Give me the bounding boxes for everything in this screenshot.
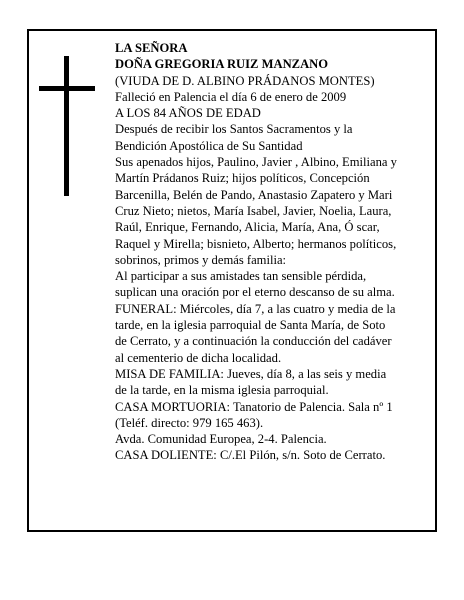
request-line: suplican una oración por el eterno descanso de su alma.: [115, 285, 395, 300]
family-line: Barcenilla, Belén de Pando, Anastasio Zapatero y Mari: [115, 187, 393, 202]
mortuary-line: CASA MORTUORIA: Tanatorio de Palencia. Sala nº 1: [115, 399, 393, 414]
deceased-name: DOÑA GREGORIA RUIZ MANZANO: [115, 57, 329, 72]
age-line: A LOS 84 AÑOS DE EDAD: [115, 106, 261, 121]
sacraments-line: Bendición Apostólica de Su Santidad: [115, 138, 303, 153]
cross-vertical-bar: [64, 56, 69, 196]
family-line: Sus apenados hijos, Paulino, Javier , Albino, Emiliana y: [115, 155, 397, 170]
family-line: sobrinos, primos y demás familia:: [115, 252, 287, 267]
mortuary-line: (Teléf. directo: 979 165 463).: [115, 415, 264, 430]
title-line: LA SEÑORA: [115, 41, 188, 55]
request-line: Al participar a sus amistades tan sensible pérdida,: [115, 269, 367, 284]
widow-line: (VIUDA DE D. ALBINO PRÁDANOS MONTES): [115, 73, 375, 88]
mortuary-line: Avda. Comunidad Europea, 2-4. Palencia.: [115, 432, 327, 447]
family-paragraph: [115, 154, 425, 268]
mortuary-paragraph: [115, 399, 425, 448]
mourning-house-line: CASA DOLIENTE: C/.El Pilón, s/n. Soto de Cerrato.: [115, 448, 386, 463]
header-block: [115, 40, 425, 121]
funeral-paragraph: [115, 301, 425, 366]
family-line: Raquel y Mirella; bisnieto, Alberto; hermanos políticos,: [115, 236, 397, 251]
funeral-line: tarde, en la iglesia parroquial de Santa María, de Soto: [115, 318, 386, 333]
mass-line: MISA DE FAMILIA: Jueves, día 8, a las seis y media: [115, 366, 387, 381]
family-line: Raúl, Enrique, Fernando, Alicia, María, Ana, Ó scar,: [115, 220, 380, 235]
mourning-house-paragraph: [115, 447, 425, 463]
cross-icon: [39, 56, 95, 196]
funeral-line: al cementerio de dicha localidad.: [115, 350, 282, 365]
funeral-line: de Cerrato, y a continuación la conducción del cadáver: [115, 334, 392, 349]
obituary-text: [115, 40, 425, 464]
family-line: Cruz Nieto; nietos, María Isabel, Javier, Noelia, Laura,: [115, 203, 392, 218]
cross-horizontal-bar: [39, 86, 95, 91]
mass-paragraph: [115, 366, 425, 399]
funeral-line: FUNERAL: Miércoles, día 7, a las cuatro y media de la: [115, 301, 396, 316]
death-line: Falleció en Palencia el día 6 de enero de 2009: [115, 89, 347, 104]
sacraments-paragraph: [115, 121, 425, 154]
mass-line: de la tarde, en la misma iglesia parroquial.: [115, 383, 329, 398]
family-line: Martín Prádanos Ruiz; hijos políticos, Concepción: [115, 171, 370, 186]
request-paragraph: [115, 268, 425, 301]
sacraments-line: Después de recibir los Santos Sacramentos y la: [115, 122, 353, 137]
